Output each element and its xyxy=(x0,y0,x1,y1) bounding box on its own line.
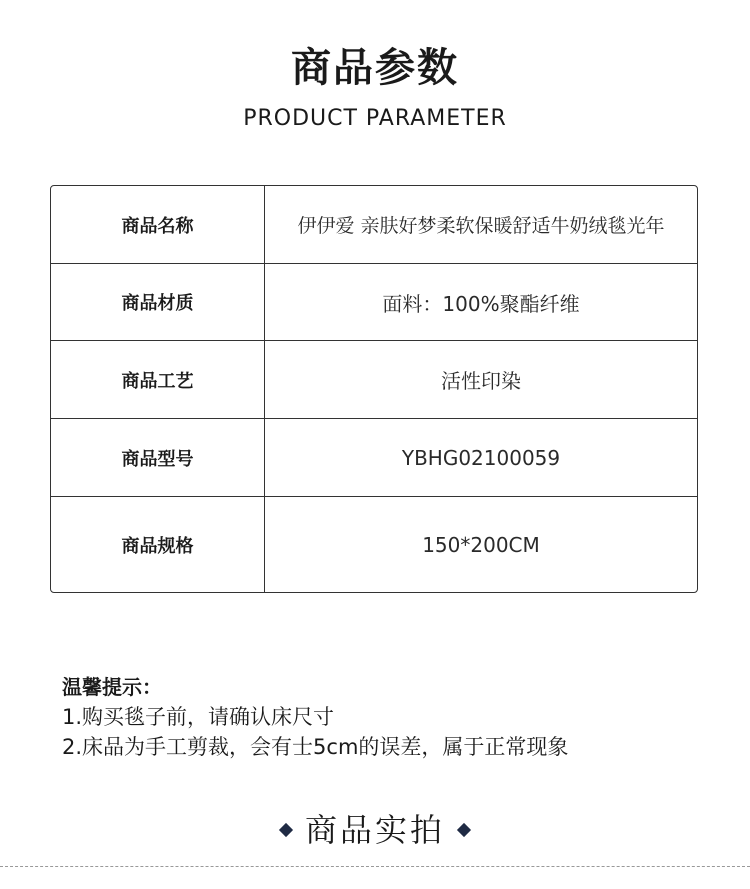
param-value-craft: 活性印染 xyxy=(441,369,521,393)
table-row xyxy=(51,419,697,497)
tips-line-2: 2.床品为手工剪裁，会有士5cm的误差，属于正常现象 xyxy=(62,735,569,759)
param-key-craft: 商品工艺 xyxy=(51,341,265,418)
page-subtitle: PRODUCT PARAMETER xyxy=(243,106,507,131)
param-key-name: 商品名称 xyxy=(51,186,265,263)
tips-line-1: 1.购买毯子前，请确认床尺寸 xyxy=(62,705,335,729)
diamond-left-icon xyxy=(279,823,293,837)
param-key-material: 商品材质 xyxy=(51,264,265,340)
param-key-model: 商品型号 xyxy=(51,419,265,496)
param-key-size: 商品规格 xyxy=(51,497,265,592)
table-row xyxy=(51,264,697,341)
divider xyxy=(0,866,750,867)
photo-section-title: 商品实拍 xyxy=(304,811,445,849)
tips-section xyxy=(62,672,712,762)
table-row xyxy=(51,497,697,592)
table-row xyxy=(51,186,697,264)
parameter-table xyxy=(50,185,698,593)
param-value-name: 伊伊爱 亲肤好梦柔软保暖舒适牛奶绒毯光年 xyxy=(297,215,665,237)
param-value-material: 面料：100%聚酯纤维 xyxy=(382,291,580,316)
photo-section-header xyxy=(0,806,750,854)
table-row xyxy=(51,341,697,419)
diamond-right-icon xyxy=(457,823,471,837)
tips-title: 温馨提示： xyxy=(62,675,162,699)
param-value-model: YBHG02100059 xyxy=(401,445,561,470)
param-value-size: 150*200CM xyxy=(422,532,540,557)
page-title: 商品参数 xyxy=(291,45,459,91)
